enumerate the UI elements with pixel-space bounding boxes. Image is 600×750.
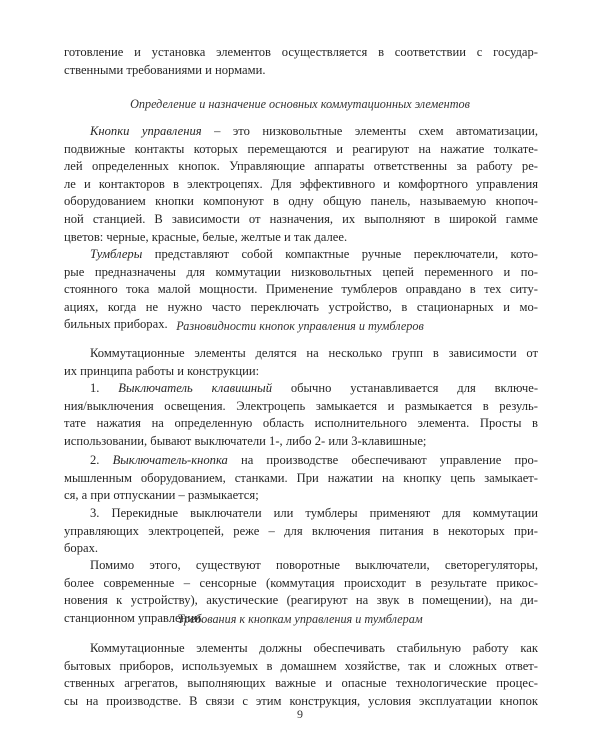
text-line: ле и контакторов в электроцепях. Для эффективного и комфортного управления (64, 176, 538, 191)
text-line: мышленным оборудованием, станками. При нажатии на кнопку цепь замыкает- (64, 470, 538, 485)
text-line (64, 380, 538, 398)
text-line (64, 246, 538, 264)
list-item-2 (64, 452, 538, 505)
text-line: управляющих электроцепей, реже – для включения питания в некоторых при- (64, 523, 538, 538)
section-heading-definition: Определение и назначение основных коммутационных элементов (130, 97, 470, 111)
text-line: бытовых приборов, используемых в домашнем хозяйстве, так и сложных ответ- (64, 658, 538, 673)
text-line: лей определенных кнопок. Управляющие аппараты ответственны за работу ре- (64, 159, 538, 174)
section-heading-requirements: Требования к кнопкам управления и тумблерам (177, 612, 423, 626)
text-line: 3. Перекидные выключатели или тумблеры применяют для коммутации (90, 506, 538, 520)
text-line (64, 123, 538, 141)
text-span: представляют собой компактные ручные переключатели, кото- (142, 247, 538, 261)
section-heading-types: Разновидности кнопок управления и тумблеров (176, 319, 424, 333)
term-buttons: Кнопки управления (90, 124, 202, 138)
text-line (64, 452, 538, 470)
paragraph-buttons (64, 123, 538, 246)
text-line: ной станцией. В зависимости от назначения, их выполняют в широкой гамме (64, 211, 538, 226)
text-line: борах. (64, 541, 99, 556)
text-line: ственными требованиями и нормами. (64, 62, 266, 77)
text-line: оборудованием кнопки компонуют в одну общую панель, называемую кнопоч- (64, 194, 538, 209)
text-line: станционном управлении. (64, 610, 204, 625)
text-line: цветов: черные, красные, белые, желтые и так далее. (64, 229, 348, 244)
term-rocker-switch: Выключатель клавишный (118, 381, 273, 395)
paragraph-requirements (64, 640, 538, 710)
text-line: ся, а при отпускании – размыкается; (64, 488, 259, 503)
text-line: Помимо этого, существуют поворотные выключатели, светорегуляторы, (90, 558, 538, 572)
intro-paragraph (64, 44, 538, 79)
text-line: тате нажатия на определенную область исполнительного элемента. Просты в (64, 416, 538, 431)
text-line: рые предназначены для коммутации низковольтных цепей переменного и по- (64, 264, 538, 279)
list-item-3 (64, 505, 538, 558)
text-line: новения к устройству), акустические (реагируют на звук в помещении), на ди- (64, 593, 538, 608)
text-line: ния/выключения освещения. Электроцепь замыкается и размыкается в резуль- (64, 398, 538, 413)
text-line: более современные – сенсорные (коммутация происходит в результате прикос- (64, 575, 538, 590)
text-line: готовление и установка элементов осуществляется в соответствии с государ- (64, 45, 538, 59)
text-line: их принципа работы и конструкции: (64, 363, 260, 378)
text-line: ственных агрегатов, выполняющих важные и опасные технологические процес- (64, 676, 538, 691)
list-number: 1. (90, 381, 119, 395)
text-line: бильных приборах. (64, 317, 168, 332)
term-toggles: Тумблеры (90, 247, 143, 261)
list-number: 2. (90, 453, 113, 467)
term-push-switch: Выключатель-кнопка (112, 453, 228, 467)
text-span: обычно устанавливается для включе- (272, 381, 539, 395)
text-line: подвижные контакты которых перемещаются и реагируют на нажатие толкате- (64, 141, 538, 156)
text-span: на производстве обеспечивают управление про- (227, 453, 539, 467)
text-span: – это низковольтные элементы схем автоматизации, (201, 124, 538, 138)
page-number: 9 (297, 707, 303, 721)
text-line: сы на производстве. В связи с этим конструкция, условия эксплуатации кнопок (64, 693, 538, 708)
paragraph-types-intro (64, 345, 538, 380)
text-line: ациях, когда не нужно часто переключать устройство, в стационарных и мо- (64, 299, 538, 314)
text-line: Коммутационные элементы должны обеспечивать стабильную работу как (90, 641, 538, 655)
text-line: использовании, бывают выключатели 1-, либо 2- или 3-клавишные; (64, 433, 427, 448)
list-item-1 (64, 380, 538, 450)
text-line: Коммутационные элементы делятся на несколько групп в зависимости от (90, 346, 538, 360)
text-line: стоянного тока малой мощности. Применение тумблеров оправдано в тех ситу- (64, 282, 538, 297)
